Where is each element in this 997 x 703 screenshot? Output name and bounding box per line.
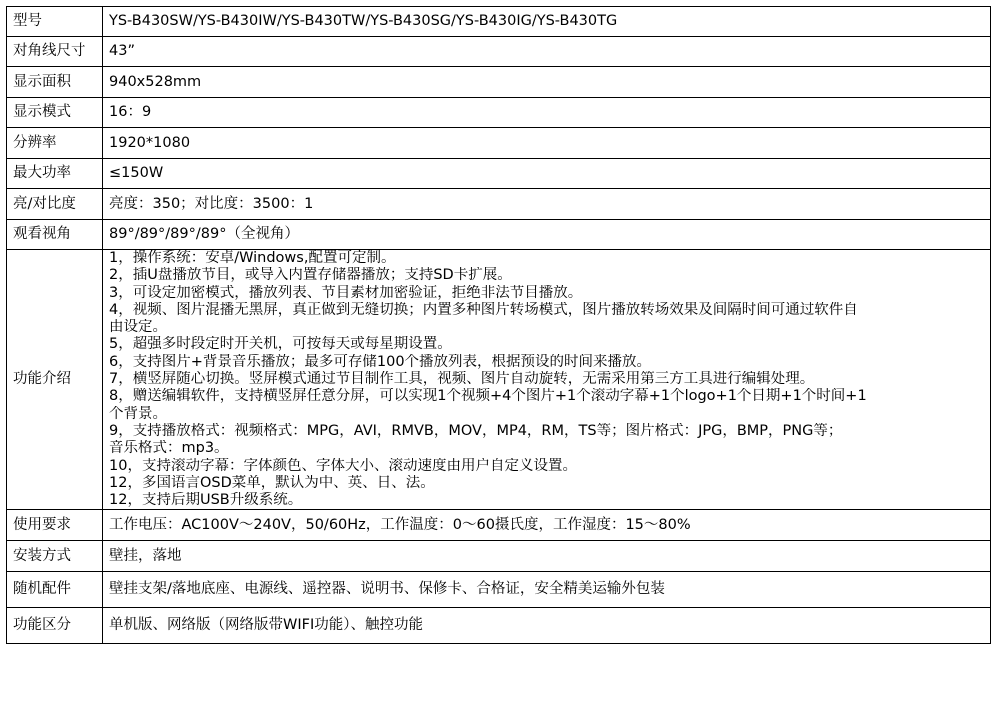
value-features <box>103 250 991 510</box>
feature-line: 音乐格式：mp3。 <box>109 440 229 457</box>
label-mode: 显示模式 <box>7 98 103 128</box>
value-diagonal: 43” <box>103 37 991 67</box>
row-features <box>7 250 991 510</box>
feature-line: 8，赠送编辑软件，支持横竖屏任意分屏，可以实现1个视频+4个图片+1个滚动字幕+1个logo+1个日期+1个时间+1 <box>109 388 867 405</box>
label-features: 功能介绍 <box>7 250 103 510</box>
feature-line: 7，横竖屏随心切换。竖屏模式通过节目制作工具，视频、图片自动旋转，无需采用第三方工具进行编辑处理。 <box>109 371 815 388</box>
row-area <box>7 67 991 98</box>
label-requirements: 使用要求 <box>7 510 103 541</box>
feature-line: 1，操作系统：安卓/Windows,配置可定制。 <box>109 250 396 266</box>
row-contrast <box>7 189 991 220</box>
feature-line: 由设定。 <box>109 319 167 336</box>
spec-table <box>6 6 991 644</box>
label-versions: 功能区分 <box>7 608 103 644</box>
value-area: 940x528mm <box>103 67 991 98</box>
label-power: 最大功率 <box>7 159 103 189</box>
label-area: 显示面积 <box>7 67 103 98</box>
value-power: ≤150W <box>103 159 991 189</box>
feature-line: 个背景。 <box>109 405 167 422</box>
feature-line: 3，可设定加密模式，播放列表、节目素材加密验证，拒绝非法节目播放。 <box>109 284 583 301</box>
value-mode: 16：9 <box>103 98 991 128</box>
value-angle: 89°/89°/89°/89°（全视角） <box>103 220 991 250</box>
feature-line: 12，多国语言OSD菜单，默认为中、英、日、法。 <box>109 474 435 491</box>
feature-line: 9，支持播放格式：视频格式：MPG，AVI，RMVB，MOV，MP4，RM，TS等；图片格式：JPG，BMP，PNG等； <box>109 422 843 439</box>
feature-line: 12，支持后期USB升级系统。 <box>109 492 303 509</box>
row-resolution <box>7 128 991 159</box>
value-accessories: 壁挂支架/落地底座、电源线、遥控器、说明书、保修卡、合格证，安全精美运输外包装 <box>103 572 991 608</box>
value-versions: 单机版、网络版（网络版带WIFI功能）、触控功能 <box>103 608 991 644</box>
feature-line: 4，视频、图片混播无黑屏，真正做到无缝切换；内置多种图片转场模式，图片播放转场效果及间隔时间可通过软件自 <box>109 301 858 318</box>
value-model: YS-B430SW/YS-B430IW/YS-B430TW/YS-B430SG/YS-B430IG/YS-B430TG <box>103 7 991 37</box>
row-accessories <box>7 572 991 608</box>
row-power <box>7 159 991 189</box>
row-diagonal <box>7 37 991 67</box>
label-angle: 观看视角 <box>7 220 103 250</box>
label-resolution: 分辨率 <box>7 128 103 159</box>
label-model: 型号 <box>7 7 103 37</box>
row-model <box>7 7 991 37</box>
feature-line: 10，支持滚动字幕：字体颜色、字体大小、滚动速度由用户自定义设置。 <box>109 457 577 474</box>
row-angle <box>7 220 991 250</box>
label-contrast: 亮/对比度 <box>7 189 103 220</box>
feature-line: 2，插U盘播放节目，或导入内置存储器播放；支持SD卡扩展。 <box>109 267 512 284</box>
label-diagonal: 对角线尺寸 <box>7 37 103 67</box>
row-requirements <box>7 510 991 541</box>
label-accessories: 随机配件 <box>7 572 103 608</box>
row-mode <box>7 98 991 128</box>
value-install: 壁挂，落地 <box>103 541 991 572</box>
row-install <box>7 541 991 572</box>
feature-line: 5，超强多时段定时开关机，可按每天或每星期设置。 <box>109 336 452 353</box>
value-contrast: 亮度：350；对比度：3500：1 <box>103 189 991 220</box>
row-versions <box>7 608 991 644</box>
value-resolution: 1920*1080 <box>103 128 991 159</box>
value-requirements: 工作电压：AC100V～240V，50/60Hz，工作温度：0～60摄氏度，工作湿度：15～80% <box>103 510 991 541</box>
label-install: 安装方式 <box>7 541 103 572</box>
feature-line: 6，支持图片+背景音乐播放；最多可存储100个播放列表，根据预设的时间来播放。 <box>109 353 652 370</box>
